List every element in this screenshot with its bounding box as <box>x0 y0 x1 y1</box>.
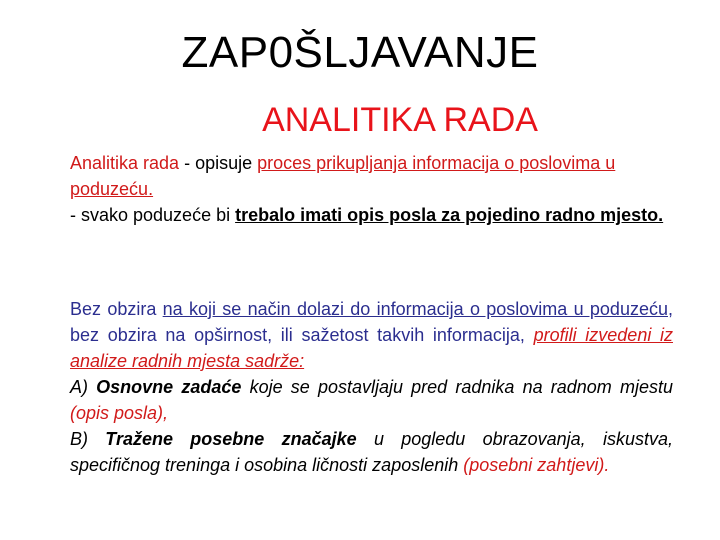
slide-title: ZAP0ŠLJAVANJE <box>181 28 539 77</box>
item-a-term: Osnovne zadaće <box>96 377 242 397</box>
item-b-prefix: B) <box>70 429 106 449</box>
definition-text: proces prikupljanja informacija o poslovima u poduzeću. <box>70 153 616 199</box>
item-b-text: u pogledu obrazovanja, iskustva, specifičnog treninga i osobina ličnosti zaposlenih <box>70 429 673 475</box>
paragraph-start: Bez obzira <box>70 299 163 319</box>
item-a-prefix: A) <box>70 377 97 397</box>
term-analitika-rada: Analitika rada <box>70 153 180 173</box>
item-a <box>70 374 673 426</box>
paragraph-link: na koji se način dolazi do informacija o poslovima u poduzeću <box>162 299 668 319</box>
item-b-term: Tražene posebne značajke <box>105 429 357 449</box>
requirement-line <box>70 202 673 228</box>
item-b <box>70 426 673 478</box>
paragraph-end: profili izvedeni iz analize radnih mjesta sadrže: <box>70 325 673 371</box>
definition-block <box>70 150 673 228</box>
dash-text: - opisuje <box>179 153 258 173</box>
profiles-block <box>70 296 673 478</box>
requirement-emphasis: trebalo imati opis posla za pojedino radno mjesto. <box>235 205 664 225</box>
item-a-paren: (opis posla), <box>70 403 169 423</box>
slide-subtitle: ANALITIKA RADA <box>262 101 538 139</box>
item-a-text: koje se postavljaju pred radnika na radnom mjestu <box>241 377 673 397</box>
item-b-paren: (posebni zahtjevi). <box>463 455 610 475</box>
paragraph-mid: , bez obzira na opširnost, ili sažetost takvih informacija, <box>70 299 673 345</box>
requirement-prefix: - svako poduzeće bi <box>70 205 236 225</box>
